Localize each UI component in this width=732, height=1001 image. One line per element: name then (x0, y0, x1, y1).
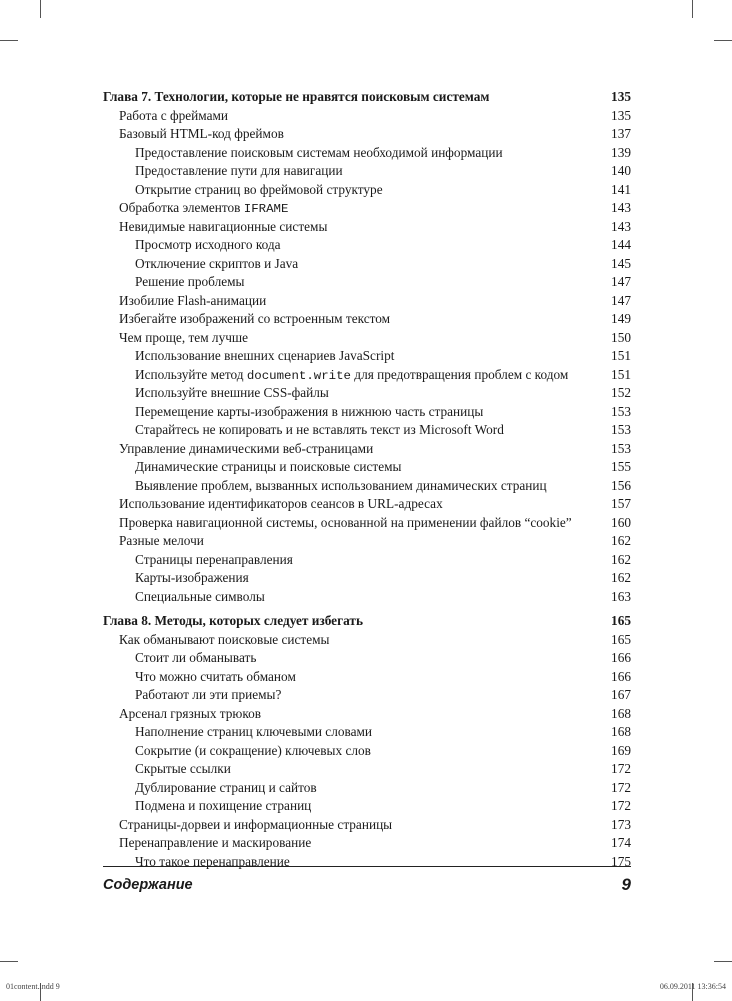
entry-title: Работают ли эти приемы? (135, 687, 282, 702)
page-number: 151 (611, 366, 631, 382)
page-number: 147 (611, 292, 631, 308)
crop-mark (0, 961, 18, 962)
page-number: 143 (611, 200, 631, 215)
entry-title: Использование идентификаторов сеансов в URL-адресах (119, 496, 443, 511)
toc-entry[interactable] (103, 742, 631, 761)
entry-title: Перемещение карты-изображения в нижнюю часть страницы (135, 403, 484, 419)
page-number: 163 (611, 588, 631, 604)
page-number: 145 (611, 255, 631, 271)
page-number: 151 (611, 348, 631, 363)
toc-entry[interactable] (103, 834, 631, 853)
toc-entry[interactable] (103, 310, 631, 329)
toc-entry[interactable] (103, 218, 631, 237)
crop-mark (714, 40, 732, 41)
entry-title: Арсенал грязных трюков (119, 705, 262, 721)
toc-entry[interactable] (103, 532, 631, 551)
toc-entry[interactable] (103, 797, 631, 816)
entry-title: Проверка навигационной системы, основанной на применении файлов “cookie” (119, 514, 572, 530)
page-number: 149 (611, 311, 631, 326)
table-of-contents (103, 88, 631, 871)
page-number: 168 (611, 705, 631, 721)
footer-section-title: Содержание (103, 877, 193, 893)
toc-entry[interactable] (103, 125, 631, 144)
entry-title: Стоит ли обманывать (135, 650, 257, 665)
page-number: 166 (611, 650, 631, 665)
toc-entry[interactable] (103, 853, 631, 872)
page-number: 140 (611, 163, 631, 178)
toc-entry[interactable] (103, 569, 631, 588)
toc-entry[interactable] (103, 181, 631, 200)
entry-title: Сокрытие (и сокращение) ключевых слов (135, 742, 371, 758)
entry-title: Старайтесь не копировать и не вставлять текст из Microsoft Word (135, 422, 504, 437)
entry-title: Базовый HTML-код фреймов (119, 126, 284, 141)
page-number: 172 (611, 761, 631, 776)
entry-title: Выявление проблем, вызванных использованием динамических страниц (135, 477, 547, 493)
page-number: 162 (611, 533, 631, 548)
slug-timestamp: 06.09.2011 13:36:54 (659, 982, 726, 991)
entry-title: Специальные символы (135, 588, 265, 604)
page-number: 175 (611, 853, 631, 869)
crop-mark (714, 961, 732, 962)
entry-title: Предоставление пути для навигации (135, 163, 343, 178)
entry-title: Управление динамическими веб-страницами (119, 440, 374, 456)
entry-title: Решение проблемы (135, 274, 245, 289)
page-number: 144 (611, 237, 631, 252)
page-number: 162 (611, 551, 631, 567)
chapter-heading[interactable] (103, 612, 631, 631)
toc-entry[interactable] (103, 440, 631, 459)
page-number: 172 (611, 798, 631, 813)
toc-entry[interactable] (103, 551, 631, 570)
toc-entry[interactable] (103, 760, 631, 779)
entry-title: Открытие страниц во фреймовой структуре (135, 181, 383, 197)
page-number: 168 (611, 724, 631, 739)
page-number: 135 (611, 89, 631, 104)
footer-rule (103, 866, 631, 867)
toc-entry[interactable] (103, 292, 631, 311)
page-number: 167 (611, 687, 631, 702)
entry-title: Дублирование страниц и сайтов (135, 779, 317, 795)
entry-title: Использование внешних сценариев JavaScript (135, 348, 395, 363)
footer-page-number: 9 (621, 875, 631, 894)
toc-entry[interactable] (103, 705, 631, 724)
crop-mark (692, 0, 693, 18)
page-number: 141 (611, 181, 631, 197)
toc-entry[interactable] (103, 329, 631, 348)
page-number: 172 (611, 779, 631, 795)
page-number: 160 (611, 514, 631, 530)
entry-title: Просмотр исходного кода (135, 237, 281, 252)
entry-text: Используйте метод (135, 366, 247, 382)
toc-entry[interactable] (103, 162, 631, 181)
toc-entry[interactable] (103, 477, 631, 496)
page-number: 169 (611, 742, 631, 758)
toc-entry[interactable] (103, 631, 631, 650)
page-number: 162 (611, 570, 631, 585)
toc-entry[interactable] (103, 144, 631, 163)
toc-entry[interactable] (103, 588, 631, 607)
toc-entry[interactable] (103, 347, 631, 366)
entry-title: Что можно считать обманом (135, 668, 296, 684)
entry-title: Скрытые ссылки (135, 761, 231, 776)
entry-title: Страницы-дорвеи и информационные страницы (119, 816, 393, 832)
toc-entry[interactable] (103, 723, 631, 742)
page-number: 147 (611, 274, 631, 289)
toc-entry[interactable] (103, 403, 631, 422)
page-number: 157 (611, 496, 631, 511)
entry-text: для предотвращения проблем с кодом (350, 366, 569, 382)
page-number: 156 (611, 477, 631, 493)
entry-title: Изобилие Flash-анимации (119, 292, 267, 308)
toc-entry[interactable] (103, 686, 631, 705)
entry-title (103, 366, 591, 386)
entry-title: Избегайте изображений со встроенным текстом (119, 311, 391, 326)
entry-title: Невидимые навигационные системы (119, 218, 328, 234)
toc-entry[interactable] (103, 384, 631, 403)
page-number: 155 (611, 459, 631, 474)
page-number: 137 (611, 126, 631, 141)
toc-entry[interactable] (103, 421, 631, 440)
entry-title: Динамические страницы и поисковые системы (135, 459, 402, 474)
slug-file: 01content.indd 9 (6, 982, 60, 991)
entry-code: document.write (246, 368, 351, 383)
page-number: 135 (611, 107, 631, 123)
toc-entry[interactable] (103, 255, 631, 274)
toc-entry[interactable] (103, 236, 631, 255)
entry-title: Что такое перенаправление (135, 853, 290, 869)
entry-title (103, 199, 591, 219)
page-number: 153 (611, 403, 631, 419)
page-number: 173 (611, 816, 631, 832)
entry-title: Работа с фреймами (119, 107, 228, 123)
entry-title: Перенаправление и маскирование (119, 835, 312, 850)
entry-title: Разные мелочи (119, 533, 204, 548)
entry-text: Обработка элементов (119, 200, 244, 215)
page-number: 143 (611, 218, 631, 234)
entry-title: Страницы перенаправления (135, 551, 293, 567)
toc-entry[interactable] (103, 495, 631, 514)
crop-mark (0, 40, 18, 41)
page-number: 174 (611, 835, 631, 850)
toc-entry[interactable] (103, 779, 631, 798)
page-number: 165 (611, 631, 631, 647)
chapter-heading[interactable] (103, 88, 631, 107)
page-number: 139 (611, 144, 631, 160)
page-number: 166 (611, 668, 631, 684)
chapter-title: Глава 7. Технологии, которые не нравятся поисковым системам (103, 89, 490, 104)
entry-title: Предоставление поисковым системам необходимой информации (135, 144, 503, 160)
entry-title: Чем проще, тем лучше (119, 329, 249, 345)
page-number: 152 (611, 385, 631, 400)
toc-entry[interactable] (103, 199, 631, 218)
crop-mark (40, 0, 41, 18)
chapter-title: Глава 8. Методы, которых следует избегать (103, 613, 363, 628)
page-number: 153 (611, 422, 631, 437)
toc-entry[interactable] (103, 816, 631, 835)
entry-code: IFRAME (243, 202, 289, 216)
page-number: 153 (611, 440, 631, 456)
page-number: 165 (611, 613, 631, 628)
toc-entry[interactable] (103, 514, 631, 533)
toc-entry[interactable] (103, 366, 631, 385)
toc-entry[interactable] (103, 668, 631, 687)
toc-entry[interactable] (103, 458, 631, 477)
entry-title: Карты-изображения (135, 570, 249, 585)
entry-title: Наполнение страниц ключевыми словами (135, 724, 373, 739)
entry-title: Используйте внешние CSS-файлы (135, 385, 329, 400)
toc-entry[interactable] (103, 273, 631, 292)
toc-entry[interactable] (103, 649, 631, 668)
toc-entry[interactable] (103, 107, 631, 126)
entry-title: Подмена и похищение страниц (135, 798, 312, 813)
page-number: 150 (611, 329, 631, 345)
entry-title: Отключение скриптов и Java (135, 255, 299, 271)
entry-title: Как обманывают поисковые системы (119, 631, 330, 647)
